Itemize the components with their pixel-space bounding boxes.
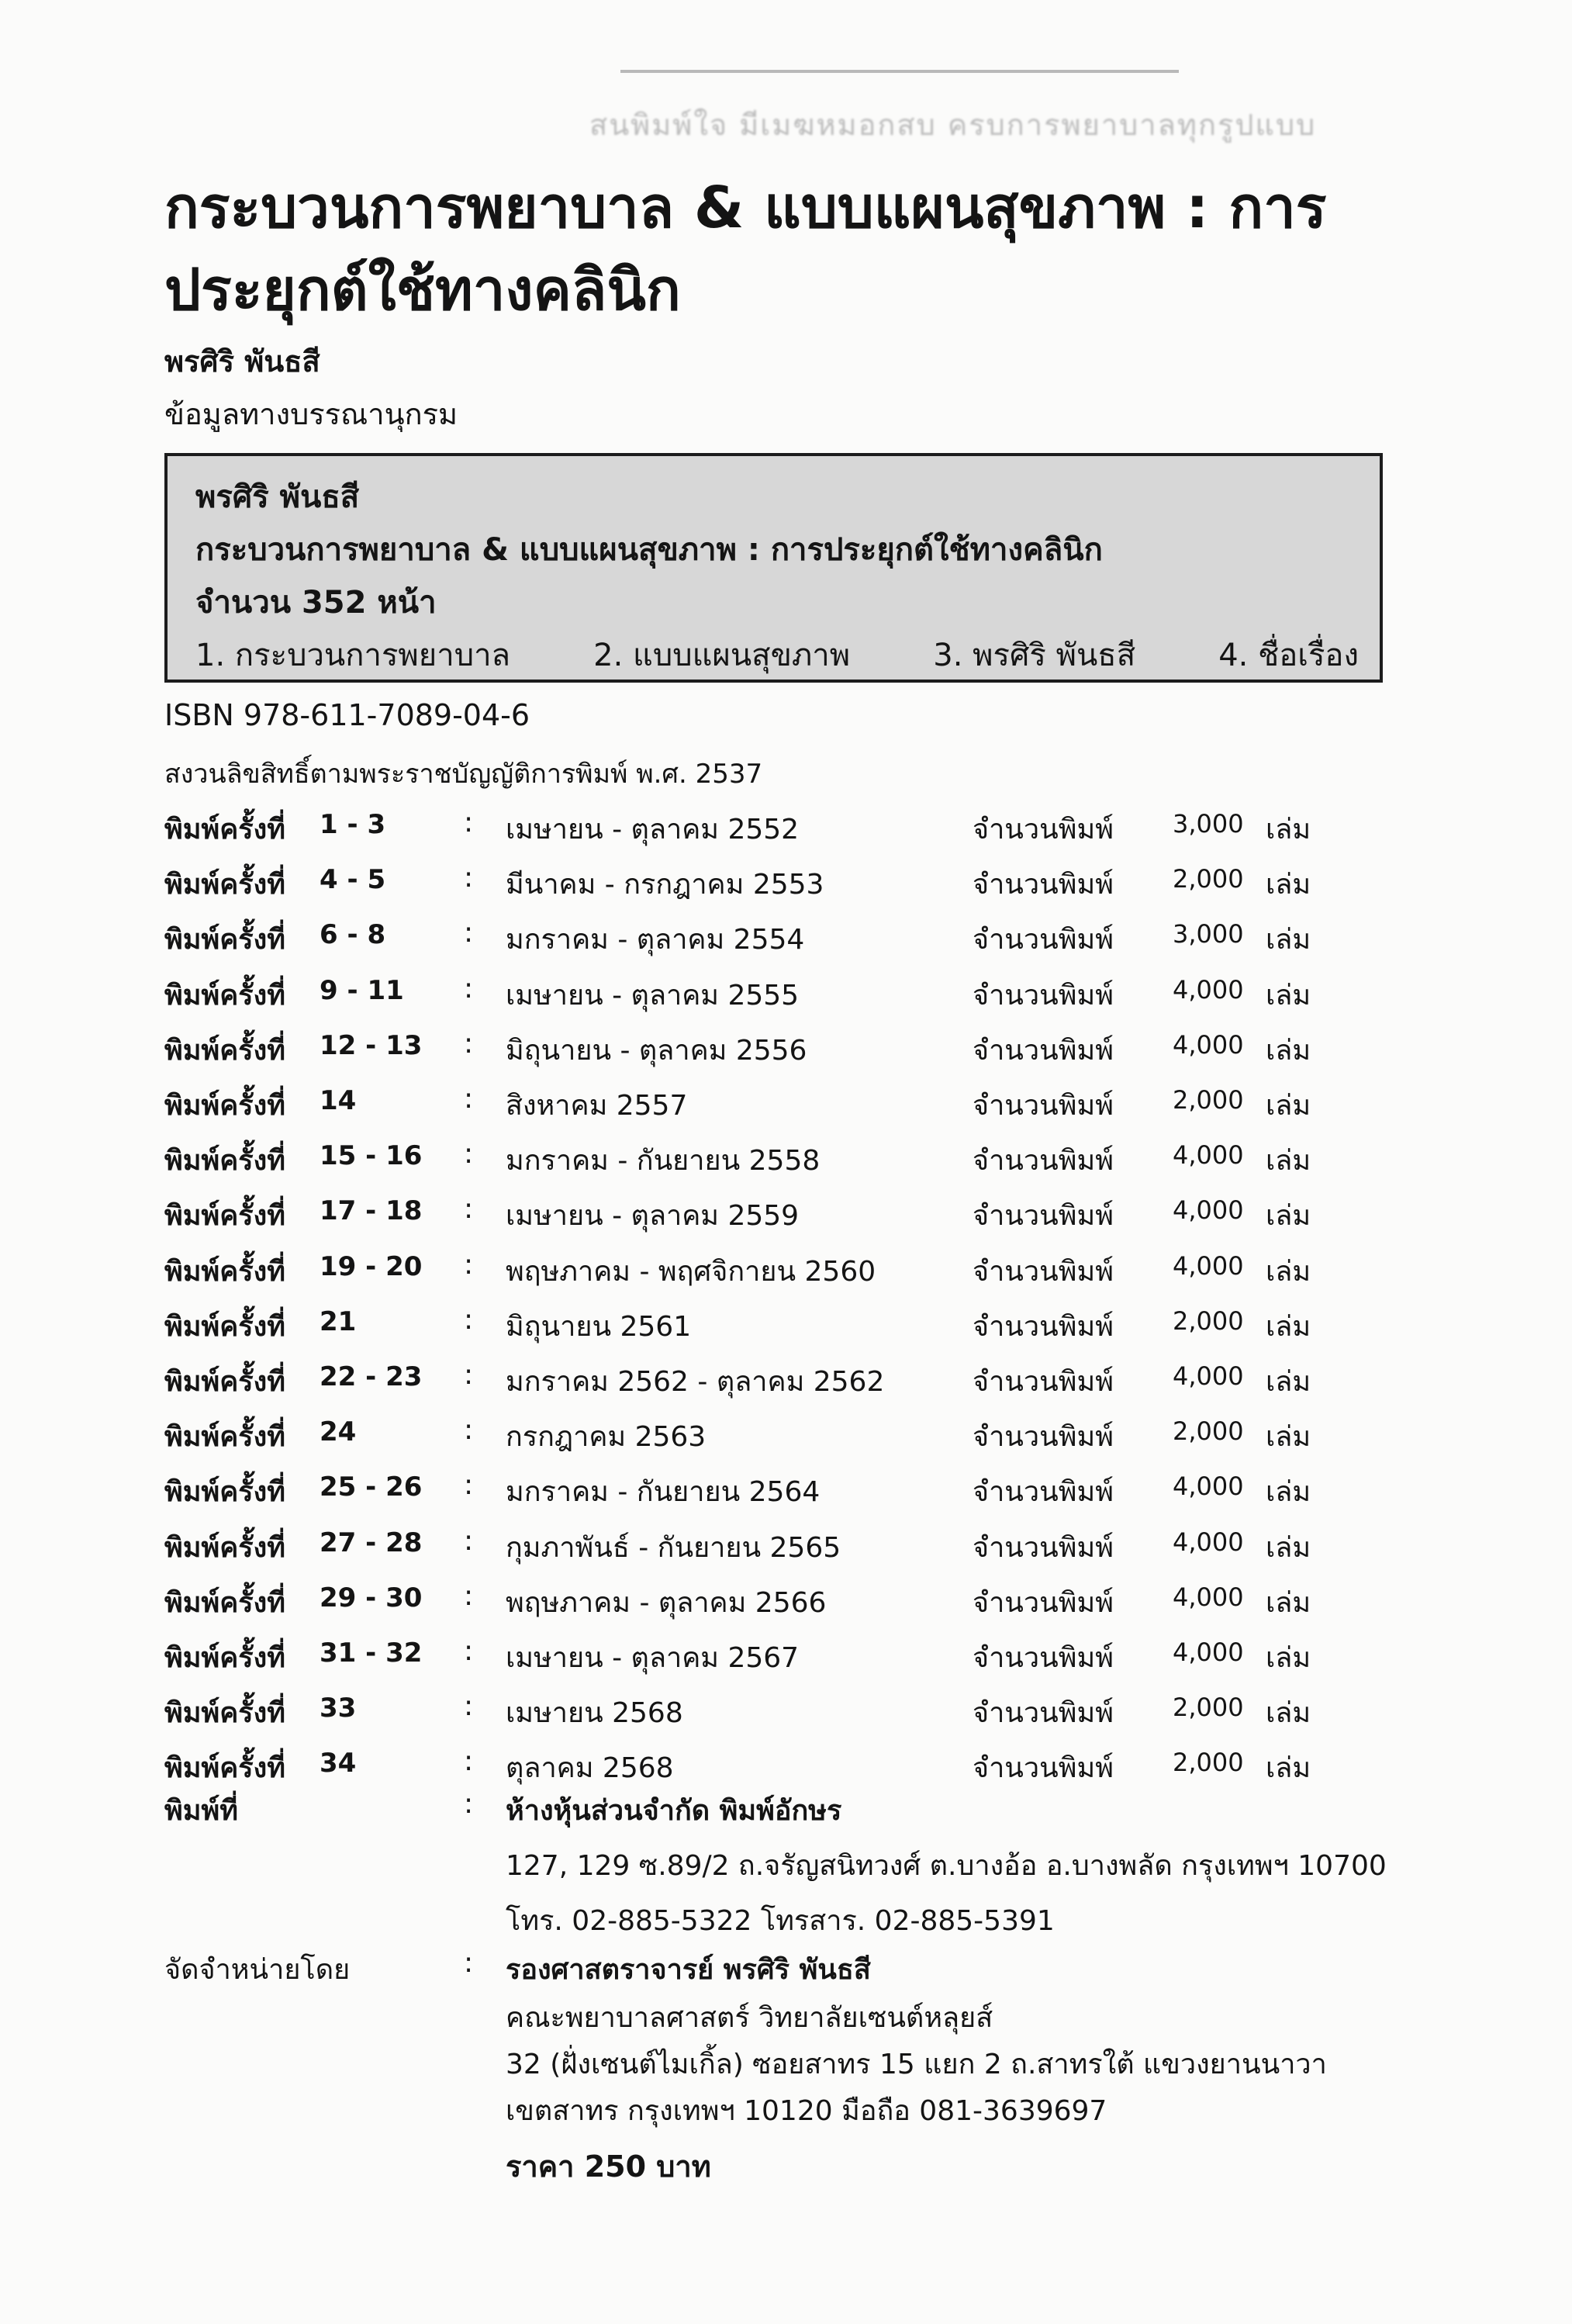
printing-qty-label: จำนวนพิมพ์ bbox=[973, 979, 1114, 1012]
printing-row bbox=[164, 1359, 1405, 1406]
printing-unit: เล่ม bbox=[1266, 1421, 1311, 1454]
printing-row bbox=[164, 1304, 1405, 1350]
printing-unit: เล่ม bbox=[1266, 1586, 1311, 1619]
printer-colon: : bbox=[464, 1788, 474, 1820]
printing-colon: : bbox=[464, 1359, 474, 1391]
printing-colon: : bbox=[464, 1193, 474, 1226]
printing-colon: : bbox=[464, 1027, 474, 1060]
printing-unit: เล่ม bbox=[1266, 1531, 1311, 1564]
printing-unit: เล่ม bbox=[1266, 869, 1311, 901]
printing-unit: เล่ม bbox=[1266, 1366, 1311, 1398]
catalog-subject: 3. พรศิริ พันธสี bbox=[933, 638, 1136, 673]
printing-qty-label: จำนวนพิมพ์ bbox=[973, 1034, 1114, 1067]
printing-row bbox=[164, 1690, 1405, 1737]
printing-unit: เล่ม bbox=[1266, 1255, 1311, 1288]
printing-unit: เล่ม bbox=[1266, 1642, 1311, 1674]
printing-label: พิมพ์ครั้งที่ bbox=[164, 1034, 285, 1067]
printing-qty-label: จำนวนพิมพ์ bbox=[973, 1366, 1114, 1398]
printing-unit: เล่ม bbox=[1266, 1034, 1311, 1067]
printing-label: พิมพ์ครั้งที่ bbox=[164, 1697, 285, 1730]
printing-qty-label: จำนวนพิมพ์ bbox=[973, 1752, 1114, 1785]
printing-qty-label: จำนวนพิมพ์ bbox=[973, 1642, 1114, 1674]
printer-address: 127, 129 ซ.89/2 ถ.จรัญสนิทวงศ์ ต.บางอ้อ อ.บางพลัด กรุงเทพฯ 10700 bbox=[506, 1850, 1387, 1882]
printing-number: 29 - 30 bbox=[320, 1582, 423, 1613]
distributor-colon: : bbox=[464, 1947, 474, 1979]
printing-unit: เล่ม bbox=[1266, 1752, 1311, 1785]
printing-qty: 4,000 bbox=[1173, 1472, 1244, 1502]
printing-row bbox=[164, 1635, 1405, 1682]
printing-number: 31 - 32 bbox=[320, 1638, 423, 1669]
printing-date: มกราคม - ตุลาคม 2554 bbox=[506, 924, 805, 956]
catalog-author: พรศิริ พันธสี bbox=[195, 479, 360, 515]
printer-phone: โทร. 02-885-5322 โทรสาร. 02-885-5391 bbox=[506, 1905, 1055, 1937]
printing-date: เมษายน - ตุลาคม 2567 bbox=[506, 1642, 800, 1674]
printing-number: 1 - 3 bbox=[320, 809, 386, 840]
printing-colon: : bbox=[464, 1635, 474, 1667]
printing-row bbox=[164, 1525, 1405, 1572]
printing-colon: : bbox=[464, 1690, 474, 1723]
printing-date: มกราคม - กันยายน 2558 bbox=[506, 1145, 821, 1178]
catalog-subjects bbox=[195, 630, 1359, 680]
catalog-box bbox=[164, 453, 1383, 683]
printing-date: เมษายน - ตุลาคม 2555 bbox=[506, 979, 800, 1012]
printing-unit: เล่ม bbox=[1266, 1145, 1311, 1178]
printing-number: 24 bbox=[320, 1416, 357, 1448]
printing-number: 25 - 26 bbox=[320, 1472, 423, 1503]
catalog-title: กระบวนการพยาบาล & แบบแผนสุขภาพ : การประยุกต์ใช้ทางคลินิก bbox=[195, 532, 1103, 568]
printing-qty-label: จำนวนพิมพ์ bbox=[973, 1531, 1114, 1564]
printing-qty-label: จำนวนพิมพ์ bbox=[973, 924, 1114, 956]
printing-colon: : bbox=[464, 1138, 474, 1171]
printing-qty-label: จำนวนพิมพ์ bbox=[973, 1145, 1114, 1178]
printing-colon: : bbox=[464, 1414, 474, 1447]
printing-qty: 4,000 bbox=[1173, 1361, 1244, 1391]
printing-number: 21 bbox=[320, 1306, 357, 1337]
printing-label: พิมพ์ครั้งที่ bbox=[164, 979, 285, 1012]
printing-qty: 4,000 bbox=[1173, 1195, 1244, 1226]
printing-unit: เล่ม bbox=[1266, 1476, 1311, 1509]
printing-date: มิถุนายน - ตุลาคม 2556 bbox=[506, 1034, 807, 1067]
printing-number: 27 - 28 bbox=[320, 1527, 423, 1558]
copyright-notice: สงวนลิขสิทธิ์ตามพระราชบัญญัติการพิมพ์ พ.ศ. 2537 bbox=[164, 759, 763, 790]
printing-unit: เล่ม bbox=[1266, 814, 1311, 846]
printing-label: พิมพ์ครั้งที่ bbox=[164, 1310, 285, 1343]
printing-label: พิมพ์ครั้งที่ bbox=[164, 1090, 285, 1122]
printing-label: พิมพ์ครั้งที่ bbox=[164, 1476, 285, 1509]
printing-row bbox=[164, 1193, 1405, 1240]
printing-label: พิมพ์ครั้งที่ bbox=[164, 1200, 285, 1233]
printing-row bbox=[164, 1083, 1405, 1129]
printing-qty: 4,000 bbox=[1173, 1140, 1244, 1171]
printing-qty-label: จำนวนพิมพ์ bbox=[973, 1255, 1114, 1288]
printing-colon: : bbox=[464, 1524, 474, 1557]
printing-qty: 2,000 bbox=[1173, 1306, 1244, 1336]
printing-date: กุมภาพันธ์ - กันยายน 2565 bbox=[506, 1531, 841, 1564]
printing-date: เมษายน 2568 bbox=[506, 1697, 683, 1730]
printing-colon: : bbox=[464, 1248, 474, 1281]
printing-unit: เล่ม bbox=[1266, 1697, 1311, 1730]
printing-label: พิมพ์ครั้งที่ bbox=[164, 924, 285, 956]
catalog-pages: จำนวน 352 หน้า bbox=[195, 585, 437, 621]
printing-row bbox=[164, 1414, 1405, 1461]
catalog-subject: 4. ชื่อเรื่อง bbox=[1218, 638, 1359, 673]
bleed-through-header: สนพิมพ์ใจ มีเมฆหมอกสบ ครบการพยาบาลทุกรูปแบบ bbox=[589, 108, 1317, 142]
printing-row bbox=[164, 917, 1405, 963]
printing-row bbox=[164, 1028, 1405, 1074]
printing-qty: 3,000 bbox=[1173, 809, 1244, 839]
catalog-subject: 1. กระบวนการพยาบาล bbox=[195, 638, 511, 673]
printing-qty: 4,000 bbox=[1173, 1582, 1244, 1612]
printing-row bbox=[164, 807, 1405, 853]
printing-row bbox=[164, 973, 1405, 1019]
printing-qty-label: จำนวนพิมพ์ bbox=[973, 1310, 1114, 1343]
distributor-address-1: 32 (ฝั่งเซนต์ไมเกิ้ล) ซอยสาทร 15 แยก 2 ถ.สาทรใต้ แขวงยานนาวา bbox=[506, 2049, 1327, 2080]
printing-colon: : bbox=[464, 917, 474, 949]
printing-qty: 2,000 bbox=[1173, 1416, 1244, 1447]
catalog-subject: 2. แบบแผนสุขภาพ bbox=[593, 638, 851, 673]
printing-date: มีนาคม - กรกฎาคม 2553 bbox=[506, 869, 824, 901]
printing-date: มิถุนายน 2561 bbox=[506, 1310, 692, 1343]
printing-number: 34 bbox=[320, 1748, 357, 1779]
printing-date: กรกฎาคม 2563 bbox=[506, 1421, 707, 1454]
printing-label: พิมพ์ครั้งที่ bbox=[164, 1421, 285, 1454]
distributor-org: คณะพยาบาลศาสตร์ วิทยาลัยเซนต์หลุยส์ bbox=[506, 2002, 993, 2034]
printing-row bbox=[164, 862, 1405, 908]
printing-date: มกราคม - กันยายน 2564 bbox=[506, 1476, 821, 1509]
distributor-address-2: เขตสาทร กรุงเทพฯ 10120 มือถือ 081-3639697 bbox=[506, 2095, 1107, 2127]
printing-date: เมษายน - ตุลาคม 2552 bbox=[506, 814, 800, 846]
distributor-label: จัดจำหน่ายโดย bbox=[164, 1954, 351, 1986]
printing-label: พิมพ์ครั้งที่ bbox=[164, 1586, 285, 1619]
printing-colon: : bbox=[464, 807, 474, 839]
printing-colon: : bbox=[464, 972, 474, 1005]
printing-colon: : bbox=[464, 1083, 474, 1115]
printing-label: พิมพ์ครั้งที่ bbox=[164, 814, 285, 846]
printing-colon: : bbox=[464, 862, 474, 894]
printing-qty-label: จำนวนพิมพ์ bbox=[973, 1476, 1114, 1509]
printing-qty: 2,000 bbox=[1173, 864, 1244, 894]
header-rule bbox=[620, 70, 1179, 73]
printing-label: พิมพ์ครั้งที่ bbox=[164, 1255, 285, 1288]
printing-row bbox=[164, 1745, 1405, 1792]
printing-unit: เล่ม bbox=[1266, 1090, 1311, 1122]
printing-unit: เล่ม bbox=[1266, 1200, 1311, 1233]
printing-qty-label: จำนวนพิมพ์ bbox=[973, 869, 1114, 901]
printing-qty: 3,000 bbox=[1173, 919, 1244, 949]
printing-unit: เล่ม bbox=[1266, 979, 1311, 1012]
printing-colon: : bbox=[464, 1745, 474, 1778]
price: ราคา 250 บาท bbox=[506, 2149, 711, 2184]
printing-qty: 4,000 bbox=[1173, 1638, 1244, 1667]
printing-qty: 4,000 bbox=[1173, 1527, 1244, 1557]
printing-label: พิมพ์ครั้งที่ bbox=[164, 1366, 285, 1398]
printing-qty-label: จำนวนพิมพ์ bbox=[973, 1586, 1114, 1619]
printing-row bbox=[164, 1249, 1405, 1295]
printing-row bbox=[164, 1580, 1405, 1627]
isbn: ISBN 978-611-7089-04-6 bbox=[164, 698, 530, 732]
printing-qty: 2,000 bbox=[1173, 1748, 1244, 1778]
printing-qty: 2,000 bbox=[1173, 1693, 1244, 1723]
printing-number: 6 - 8 bbox=[320, 919, 386, 951]
printing-label: พิมพ์ครั้งที่ bbox=[164, 1642, 285, 1674]
printing-number: 14 bbox=[320, 1085, 357, 1116]
printer-name: ห้างหุ้นส่วนจำกัด พิมพ์อักษร bbox=[506, 1795, 842, 1827]
printing-qty: 4,000 bbox=[1173, 1029, 1244, 1060]
book-title: กระบวนการพยาบาล & แบบแผนสุขภาพ : การประยุกต์ใช้ทางคลินิก bbox=[164, 175, 1327, 323]
printer-label: พิมพ์ที่ bbox=[164, 1795, 238, 1827]
printing-label: พิมพ์ครั้งที่ bbox=[164, 1531, 285, 1564]
printing-qty-label: จำนวนพิมพ์ bbox=[973, 1697, 1114, 1730]
printing-number: 15 - 16 bbox=[320, 1140, 423, 1172]
printing-unit: เล่ม bbox=[1266, 1310, 1311, 1343]
distributor-name: รองศาสตราจารย์ พรศิริ พันธสี bbox=[506, 1954, 871, 1986]
printing-qty-label: จำนวนพิมพ์ bbox=[973, 1200, 1114, 1233]
printing-date: ตุลาคม 2568 bbox=[506, 1752, 674, 1785]
printing-qty: 2,000 bbox=[1173, 1085, 1244, 1115]
printing-qty-label: จำนวนพิมพ์ bbox=[973, 1421, 1114, 1454]
printing-number: 4 - 5 bbox=[320, 864, 386, 896]
printing-colon: : bbox=[464, 1303, 474, 1336]
printing-qty: 4,000 bbox=[1173, 974, 1244, 1005]
printing-label: พิมพ์ครั้งที่ bbox=[164, 1752, 285, 1785]
printing-colon: : bbox=[464, 1579, 474, 1612]
printing-date: พฤษภาคม - ตุลาคม 2566 bbox=[506, 1586, 827, 1619]
printing-label: พิมพ์ครั้งที่ bbox=[164, 869, 285, 901]
printing-qty-label: จำนวนพิมพ์ bbox=[973, 1090, 1114, 1122]
printing-row bbox=[164, 1469, 1405, 1516]
printing-number: 22 - 23 bbox=[320, 1361, 423, 1392]
catalog-heading: ข้อมูลทางบรรณานุกรม bbox=[164, 397, 458, 431]
printing-date: มกราคม 2562 - ตุลาคม 2562 bbox=[506, 1366, 885, 1398]
printing-number: 9 - 11 bbox=[320, 974, 404, 1006]
printing-row bbox=[164, 1138, 1405, 1184]
printing-date: พฤษภาคม - พฤศจิกายน 2560 bbox=[506, 1255, 876, 1288]
printing-date: สิงหาคม 2557 bbox=[506, 1090, 688, 1122]
printing-date: เมษายน - ตุลาคม 2559 bbox=[506, 1200, 800, 1233]
author-name: พรศิริ พันธสี bbox=[164, 344, 320, 379]
printing-number: 19 - 20 bbox=[320, 1250, 423, 1282]
printing-qty: 4,000 bbox=[1173, 1250, 1244, 1281]
printing-colon: : bbox=[464, 1469, 474, 1502]
printing-qty-label: จำนวนพิมพ์ bbox=[973, 814, 1114, 846]
printing-number: 33 bbox=[320, 1693, 357, 1724]
printing-label: พิมพ์ครั้งที่ bbox=[164, 1145, 285, 1178]
printing-number: 12 - 13 bbox=[320, 1029, 423, 1061]
printing-unit: เล่ม bbox=[1266, 924, 1311, 956]
printing-number: 17 - 18 bbox=[320, 1195, 423, 1227]
